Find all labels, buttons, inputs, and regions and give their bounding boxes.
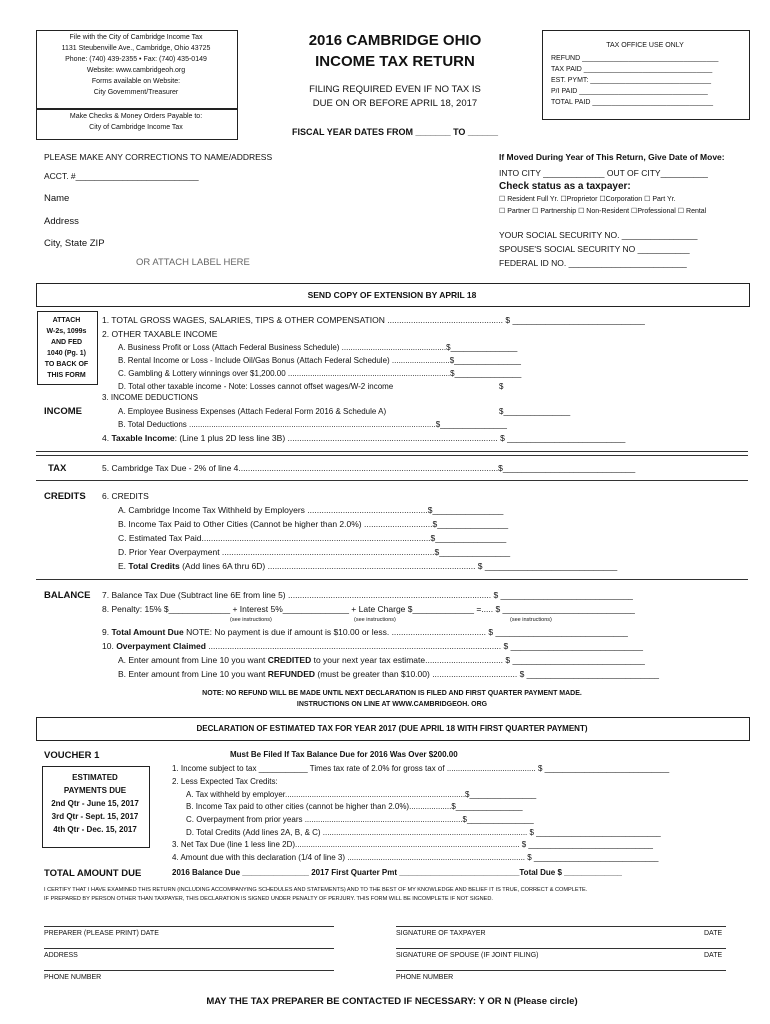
line-6a-withheld[interactable]: A. Cambridge Income Tax Withheld by Employers ...................................................$_______________	[118, 505, 504, 515]
status-checkboxes-1[interactable]: ☐ Resident Full Yr. ☐Proprietor ☐Corporation ☐ Part Yr.	[499, 196, 676, 203]
certify-line-1: I CERTIFY THAT I HAVE EXAMINED THIS RETURN (INCLUDING ACCOMPANYING SCHEDULES AND STATEMENTS) AND TO THE BEST OF MY KNOWLEDGE AND BELIEF IT IS TRUE, CORRECT & COMPLETE.	[44, 887, 588, 893]
taxpayer-signature-line	[396, 926, 726, 927]
income-label: INCOME	[44, 406, 82, 417]
refund-note: NOTE: NO REFUND WILL BE MADE UNTIL NEXT DECLARATION IS FILED AND FIRST QUARTER PAYMENT MADE.	[202, 690, 582, 697]
voucher-line-2a[interactable]: A. Tax withheld by employer.................................................................................$_______________	[186, 790, 537, 799]
info-line-1: File with the City of Cambridge Income Tax	[69, 34, 203, 41]
address-signature-line	[44, 948, 334, 949]
see-instructions-2: (see instructions)	[354, 617, 396, 623]
total-amount-due-label: TOTAL AMOUNT DUE	[44, 868, 142, 879]
tax-office-title: TAX OFFICE USE ONLY	[606, 42, 684, 49]
balance-due-line[interactable]: 2016 Balance Due _______________ 2017 First Quarter Pmt ___________________________Total Due $ _____________	[172, 868, 622, 877]
divider-tax	[36, 451, 748, 452]
fiscal-year-dates[interactable]: FISCAL YEAR DATES FROM _______ TO ______	[292, 127, 498, 137]
attach-line-3: AND FED	[50, 339, 83, 346]
filing-required-2: DUE ON OR BEFORE APRIL 18, 2017	[312, 98, 478, 109]
est-payments-4: 3rd Qtr - Sept. 15, 2017	[51, 812, 139, 821]
corrections-label: PLEASE MAKE ANY CORRECTIONS TO NAME/ADDRESS	[44, 152, 273, 162]
attach-line-5: TO BACK OF	[44, 361, 89, 368]
office-est-pymt: EST. PYMT: _______________________________	[551, 77, 711, 84]
preparer-label[interactable]: PREPARER (PLEASE PRINT) DATE	[44, 930, 159, 937]
line-3a-amount[interactable]: $_______________	[499, 407, 571, 416]
est-payments-3: 2nd Qtr - June 15, 2017	[51, 799, 139, 808]
attach-line-4: 1040 (Pg. 1)	[47, 350, 86, 357]
info-line-6: City Government/Treasurer	[93, 89, 179, 96]
contact-preparer-question[interactable]: MAY THE TAX PREPARER BE CONTACTED IF NECESSARY: Y OR N (Please circle)	[206, 996, 578, 1007]
info-line-3: Phone: (740) 439-2355 • Fax: (740) 435-0149	[65, 56, 207, 63]
info-line-2: 1131 Steubenville Ave., Cambridge, Ohio 43725	[61, 45, 211, 52]
city-state-zip-label[interactable]: City, State ZIP	[44, 238, 105, 249]
line-3a-employee-expenses[interactable]: A. Employee Business Expenses (Attach Federal Form 2016 & Schedule A)	[118, 407, 387, 416]
line-2c-gambling[interactable]: C. Gambling & Lottery winnings over $1,200.00 .........................................................................$_______________	[118, 369, 522, 378]
see-instructions-3: (see instructions)	[510, 617, 552, 623]
info-line-4: Website: www.cambridgeoh.org	[86, 67, 186, 74]
line-2b-rental[interactable]: B. Rental Income or Loss - Include Oil/Gas Bonus (Attach Federal Schedule) ..........................$_______________	[118, 356, 521, 365]
spouse-ssn-field[interactable]: SPOUSE'S SOCIAL SECURITY NO ___________	[499, 244, 690, 254]
est-payments-2: PAYMENTS DUE	[63, 786, 127, 795]
name-label[interactable]: Name	[44, 193, 70, 204]
tax-label: TAX	[48, 463, 67, 474]
office-pi-paid: P/I PAID _________________________________	[551, 88, 708, 95]
line-2d-total-other[interactable]: D. Total other taxable income - Note: Losses cannot offset wages/W-2 income	[118, 382, 394, 391]
line-9-total-due[interactable]: 9. Total Amount Due NOTE: No payment is due if amount is $10.00 or less. ........................................ $ ____________________________	[102, 627, 628, 637]
office-total-paid: TOTAL PAID _______________________________	[551, 99, 714, 106]
declaration-text: DECLARATION OF ESTIMATED TAX FOR YEAR 2017 (DUE APRIL 18 WITH FIRST QUARTER PAYMENT)	[196, 724, 588, 733]
voucher-line-3[interactable]: 3. Net Tax Due (line 1 less line 2D)..................................................................................................... $ ____________________________	[172, 840, 653, 849]
voucher-line-2: 2. Less Expected Tax Credits:	[172, 777, 278, 786]
preparer-phone-label[interactable]: PHONE NUMBER	[44, 974, 102, 981]
status-title: Check status as a taxpayer:	[499, 181, 631, 192]
attach-label-text: OR ATTACH LABEL HERE	[136, 257, 250, 268]
divider-balance	[36, 579, 748, 580]
office-tax-paid: TAX PAID _________________________________	[551, 66, 713, 73]
voucher-line-4[interactable]: 4. Amount due with this declaration (1/4 of line 3) ................................................................................ $ ____________________________	[172, 853, 659, 862]
line-10b-refunded[interactable]: B. Enter amount from Line 10 you want REFUNDED (must be greater than $10.00) .................................... $ ____________________________	[118, 669, 660, 679]
filing-required-1: FILING REQUIRED EVEN IF NO TAX IS	[309, 84, 481, 95]
taxpayer-date-label[interactable]: DATE	[704, 930, 723, 937]
line-10-overpayment[interactable]: 10. Overpayment Claimed ............................................................................................................................ $ ____________________________	[102, 641, 643, 651]
info-line-5: Forms available on Website:	[91, 78, 181, 85]
line-8-penalty[interactable]: 8. Penalty: 15% $_____________ + Interest 5%______________ + Late Charge $_____________ =..... $ ____________________________	[102, 604, 635, 614]
voucher-label: VOUCHER 1	[44, 750, 100, 761]
taxpayer-signature-label[interactable]: SIGNATURE OF TAXPAYER	[396, 930, 486, 937]
extension-text: SEND COPY OF EXTENSION BY APRIL 18	[307, 290, 477, 300]
federal-id-field[interactable]: FEDERAL ID NO. _________________________	[499, 258, 687, 268]
est-payments-1: ESTIMATED	[72, 773, 118, 782]
moved-during-year-title: If Moved During Year of This Return, Give Date of Move:	[499, 152, 725, 162]
line-5-cambridge-tax[interactable]: 5. Cambridge Tax Due - 2% of line 4..............................................................................................................$____________________________	[102, 463, 636, 473]
line-2a-business[interactable]: A. Business Profit or Loss (Attach Federal Business Schedule) ...............................................$_______________	[118, 343, 518, 352]
phone2-signature-line	[396, 970, 726, 971]
form-title-line-1: 2016 CAMBRIDGE OHIO	[308, 32, 482, 49]
est-payments-5: 4th Qtr - Dec. 15, 2017	[53, 825, 137, 834]
line-6e-total-credits[interactable]: E. Total Credits (Add lines 6A thru 6D) ........................................................................................ $ ____________________________	[118, 561, 618, 571]
divider-credits	[36, 480, 748, 481]
acct-field[interactable]: ACCT. #__________________________	[44, 171, 199, 181]
line-6b-other-cities[interactable]: B. Income Tax Paid to Other Cities (Cannot be higher than 2.0%) .............................$_______________	[118, 519, 509, 529]
preparer-address-label[interactable]: ADDRESS	[44, 952, 78, 959]
form-title-line-2: INCOME TAX RETURN	[315, 53, 475, 70]
line-10a-credited[interactable]: A. Enter amount from Line 10 you want CREDITED to your next year tax estimate................................. $ ____________________________	[118, 655, 645, 665]
credits-label: CREDITS	[44, 491, 86, 502]
spouse-date-label[interactable]: DATE	[704, 952, 723, 959]
into-out-city-field[interactable]: INTO CITY _____________ OUT OF CITY__________	[499, 168, 708, 178]
voucher-line-2c[interactable]: C. Overpayment from prior years .......................................................................$_______________	[186, 815, 534, 824]
line-6d-prior-year[interactable]: D. Prior Year Overpayment ..........................................................................................$_______________	[118, 547, 511, 557]
line-7-balance-due[interactable]: 7. Balance Tax Due (Subtract line 6E from line 5) ...................................................................................... $ ____________________________	[102, 590, 633, 600]
see-instructions-1: (see instructions)	[230, 617, 272, 623]
line-1-wages[interactable]: 1. TOTAL GROSS WAGES, SALARIES, TIPS & OTHER COMPENSATION ................................................. $ ____________________________	[102, 315, 645, 325]
line-6c-estimated[interactable]: C. Estimated Tax Paid.................................................................................................$_______________	[118, 533, 507, 543]
taxpayer-phone-label[interactable]: PHONE NUMBER	[396, 974, 454, 981]
line-2d-dollar: $	[499, 382, 504, 391]
voucher-line-2d[interactable]: D. Total Credits (Add lines 2A, B, & C) ............................................................................................ $ ____________________________	[186, 828, 661, 837]
preparer-signature-line	[44, 926, 334, 927]
attach-line-1: ATTACH	[52, 317, 81, 324]
certify-line-2: IF PREPARED BY PERSON OTHER THAN TAXPAYER, THIS DECLARATION IS SIGNED UNDER PENALTY OF PERJURY. THIS FORM WILL BE INCOMPLETE IF NOT SIGNED.	[44, 896, 493, 902]
payable-line-1: Make Checks & Money Orders Payable to:	[69, 113, 203, 120]
balance-label: BALANCE	[44, 590, 91, 601]
ssn-field[interactable]: YOUR SOCIAL SECURITY NO. ________________	[499, 230, 698, 240]
status-checkboxes-2[interactable]: ☐ Partner ☐ Partnership ☐ Non-Resident ☐Professional ☐ Rental	[499, 208, 707, 215]
spouse-signature-line	[396, 948, 726, 949]
line-2-other-income: 2. OTHER TAXABLE INCOME	[102, 329, 218, 339]
phone-signature-line	[44, 970, 334, 971]
line-6-credits: 6. CREDITS	[102, 491, 149, 501]
spouse-signature-label[interactable]: SIGNATURE OF SPOUSE (IF JOINT FILING)	[396, 952, 539, 959]
voucher-line-2b[interactable]: B. Income Tax paid to other cities (cannot be higher than 2.0%)...................$_______________	[186, 802, 523, 811]
must-be-filed: Must Be Filed If Tax Balance Due for 2016 Was Over $200.00	[230, 750, 458, 759]
divider-tax-2	[36, 455, 748, 456]
address-label[interactable]: Address	[44, 216, 79, 227]
attach-line-2: W-2s, 1099s	[46, 328, 87, 335]
line-3-deductions: 3. INCOME DEDUCTIONS	[102, 393, 199, 402]
office-refund: REFUND ___________________________________	[551, 55, 719, 62]
voucher-line-1[interactable]: 1. Income subject to tax ___________ Times tax rate of 2.0% for gross tax of ........................................ $ ____________________________	[172, 764, 670, 773]
payable-line-2: City of Cambridge Income Tax	[89, 124, 183, 131]
line-4-taxable-income[interactable]: 4. Taxable Income: (Line 1 plus 2D less line 3B) ......................................................................................... $ _________________________	[102, 433, 626, 443]
attach-line-6: THIS FORM	[47, 372, 86, 379]
instructions-note: INSTRUCTIONS ON LINE AT WWW.CAMBRIDGEOH. ORG	[296, 701, 488, 708]
line-3b-total-deductions[interactable]: B. Total Deductions ...............................................................................................................$_______________	[118, 420, 507, 429]
